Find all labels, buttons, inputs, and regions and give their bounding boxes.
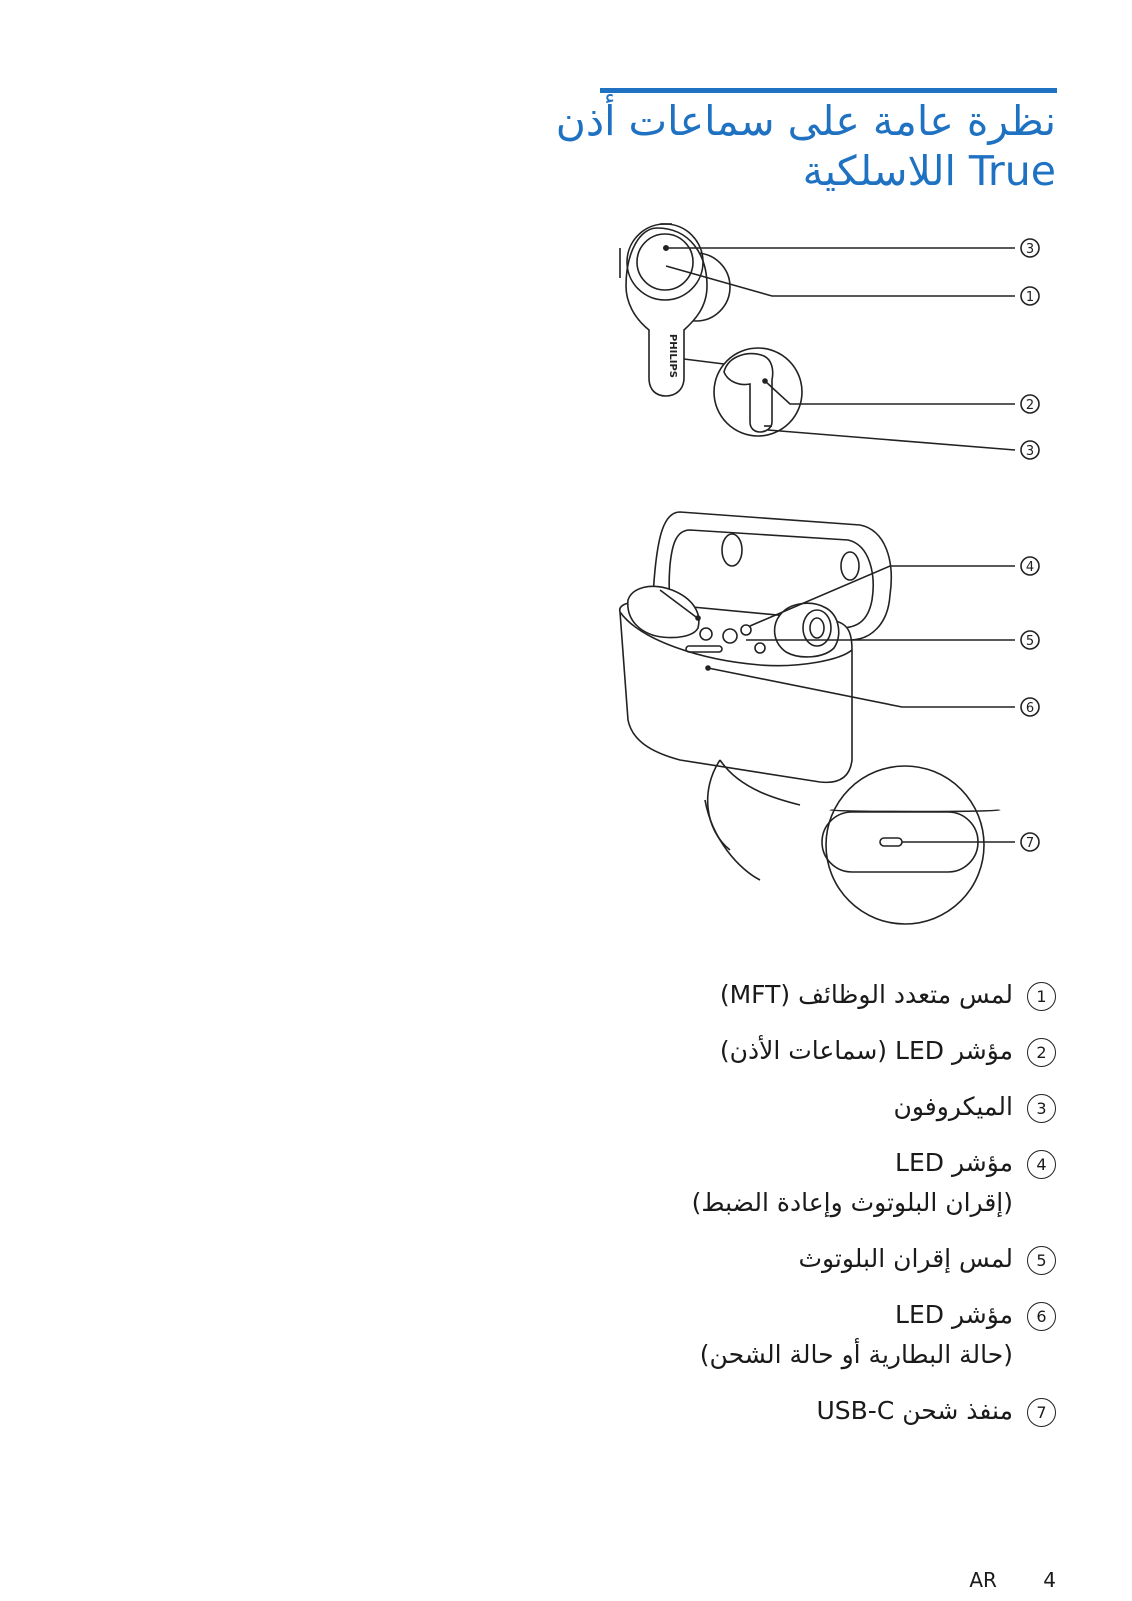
svg-text:3: 3 [1025, 242, 1035, 257]
legend-text: منفذ شحن USB-C [816, 1396, 1013, 1425]
callout-badge-3a [1021, 239, 1039, 257]
legend-text: مؤشر LED (سماعات الأذن) [719, 1036, 1013, 1065]
footer-page-number: 4 [1043, 1568, 1056, 1592]
usb-zoom-illustration [705, 760, 1015, 924]
legend-item [536, 975, 1056, 1015]
callout-badge-1 [1021, 287, 1039, 305]
legend-item [536, 1087, 1056, 1127]
legend-number: 4 [1027, 1150, 1056, 1179]
legend-text: الميكروفون [893, 1092, 1013, 1121]
callout-badge-7 [1021, 833, 1039, 851]
svg-text:3: 3 [1025, 444, 1035, 459]
callout-badge-2 [1021, 395, 1039, 413]
callout-badges [1021, 239, 1039, 851]
svg-text:2: 2 [1025, 398, 1035, 413]
legend-text: مؤشر LED [895, 1148, 1013, 1177]
legend-item [536, 1031, 1056, 1071]
page-title-line-2: True اللاسلكية [802, 147, 1056, 195]
callout-badge-6 [1021, 698, 1039, 716]
earbud-callouts [666, 248, 1015, 450]
legend-number: 3 [1027, 1094, 1056, 1123]
legend-text: لمس إقران البلوتوث [798, 1244, 1013, 1273]
legend-item [536, 1143, 1056, 1223]
legend-text-sub: (إقران البلوتوث وإعادة الضبط) [691, 1188, 1013, 1217]
legend-number: 5 [1027, 1246, 1056, 1275]
callout-badge-5 [1021, 631, 1039, 649]
svg-text:4: 4 [1025, 560, 1035, 575]
legend-item [536, 1239, 1056, 1279]
legend-item [536, 1295, 1056, 1375]
legend-number: 7 [1027, 1398, 1056, 1427]
svg-text:5: 5 [1025, 634, 1035, 649]
brand-logo: PHILIPS [667, 333, 678, 379]
zoom-circle-usb [826, 766, 984, 924]
legend-text: لمس متعدد الوظائف (MFT) [719, 980, 1013, 1009]
svg-text:1: 1 [1025, 290, 1035, 305]
legend-item [536, 1391, 1056, 1431]
svg-text:6: 6 [1025, 701, 1035, 716]
earbud-illustration [620, 224, 802, 436]
legend-number: 1 [1027, 982, 1056, 1011]
parts-legend [536, 975, 1056, 1447]
legend-number: 6 [1027, 1302, 1056, 1331]
svg-text:7: 7 [1025, 836, 1035, 851]
legend-text-sub: (حالة البطارية أو حالة الشحن) [699, 1340, 1013, 1369]
page-title-line-1: نظرة عامة على سماعات أذن [555, 97, 1056, 145]
legend-number: 2 [1027, 1038, 1056, 1067]
callout-badge-4 [1021, 557, 1039, 575]
page-footer [969, 1568, 1056, 1592]
legend-text: مؤشر LED [895, 1300, 1013, 1329]
callout-badge-3b [1021, 441, 1039, 459]
footer-language: AR [969, 1568, 997, 1592]
charging-case-illustration [620, 512, 892, 782]
